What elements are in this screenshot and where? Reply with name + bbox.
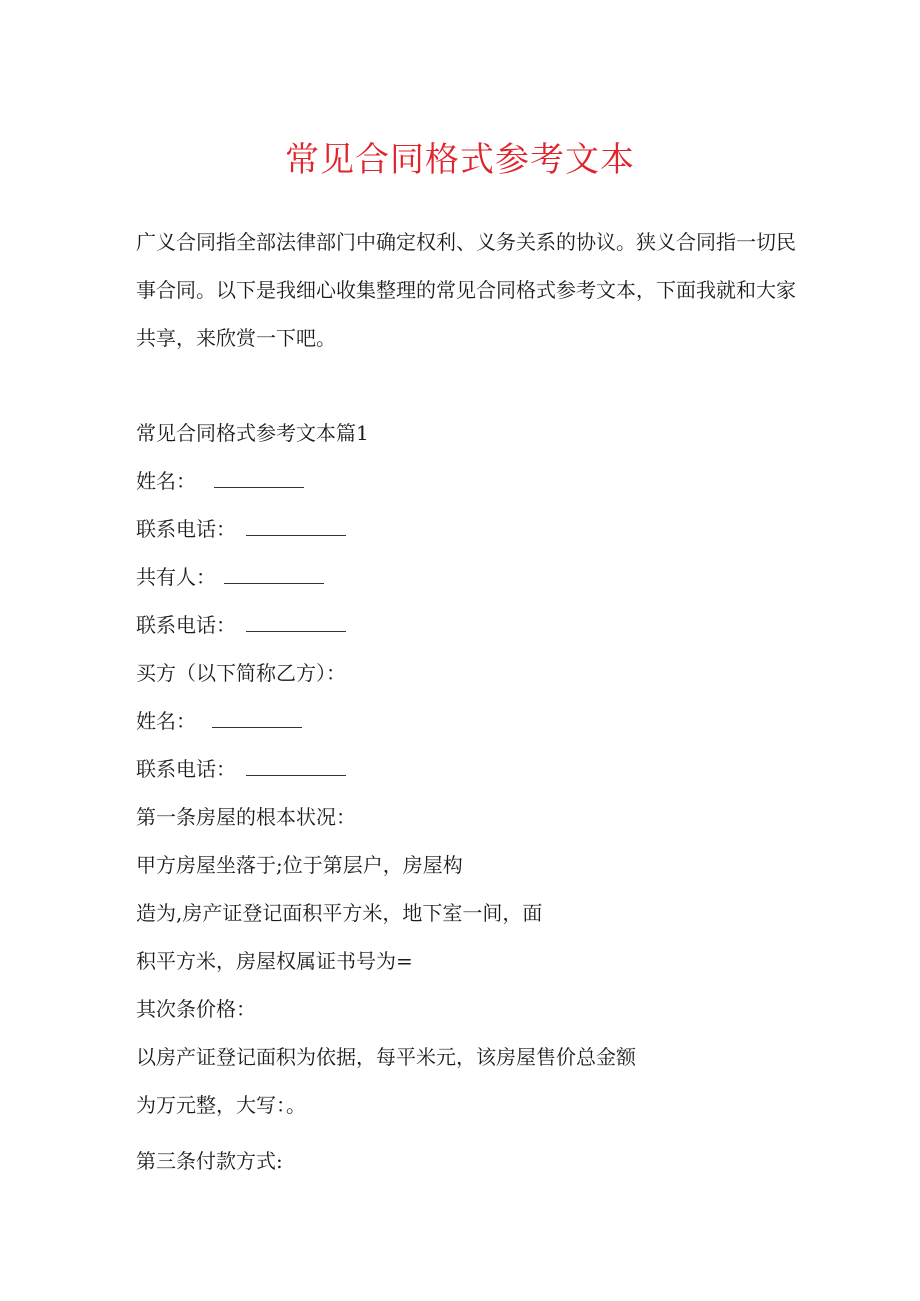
- seller-name-label: 姓名：: [136, 469, 196, 493]
- seller-name-line: [136, 466, 304, 496]
- co-owner-phone-label: 联系电话：: [136, 613, 236, 637]
- seller-phone-label: 联系电话：: [136, 517, 236, 541]
- buyer-name-line: [136, 706, 302, 736]
- seller-name-blank: [214, 469, 304, 488]
- intro-paragraph: 广义合同指全部法律部门中确定权利、义务关系的协议。狭义合同指一切民事合同。以下是我细心收集整理的常见合同格式参考文本，下面我就和大家共享，来欣赏一下吧。: [136, 230, 796, 350]
- clause-3-heading: 第三条付款方式:: [136, 1149, 283, 1173]
- buyer-heading-line: 买方（以下简称乙方）：: [136, 661, 346, 685]
- buyer-name-blank: [212, 709, 302, 728]
- clause-2-text-1: 以房产证登记面积为依据，每平米元，该房屋售价总金额: [136, 1045, 636, 1069]
- co-owner-blank: [224, 565, 324, 584]
- co-owner-line: [136, 562, 324, 592]
- buyer-phone-label: 联系电话：: [136, 757, 236, 781]
- seller-phone-blank: [246, 517, 346, 536]
- co-owner-label: 共有人：: [136, 565, 216, 589]
- document-title: 常见合同格式参考文本: [285, 140, 635, 180]
- section-heading: 常见合同格式参考文本篇1: [136, 421, 369, 445]
- clause-2-heading: 其次条价格：: [136, 997, 256, 1021]
- clause-1-text-1: 甲方房屋坐落于;位于第层户，房屋构: [136, 853, 463, 877]
- buyer-name-label: 姓名：: [136, 709, 196, 733]
- clause-2-text-2: 为万元整，大写：。: [136, 1093, 306, 1117]
- buyer-phone-line: [136, 754, 346, 784]
- clause-1-text-3: 积平方米，房屋权属证书号为=: [136, 949, 413, 973]
- co-owner-phone-blank: [246, 613, 346, 632]
- co-owner-phone-line: [136, 610, 346, 640]
- buyer-phone-blank: [246, 757, 346, 776]
- clause-1-heading: 第一条房屋的根本状况：: [136, 805, 356, 829]
- seller-phone-line: [136, 514, 346, 544]
- clause-1-text-2: 造为,房产证登记面积平方米，地下室一间，面: [136, 901, 543, 925]
